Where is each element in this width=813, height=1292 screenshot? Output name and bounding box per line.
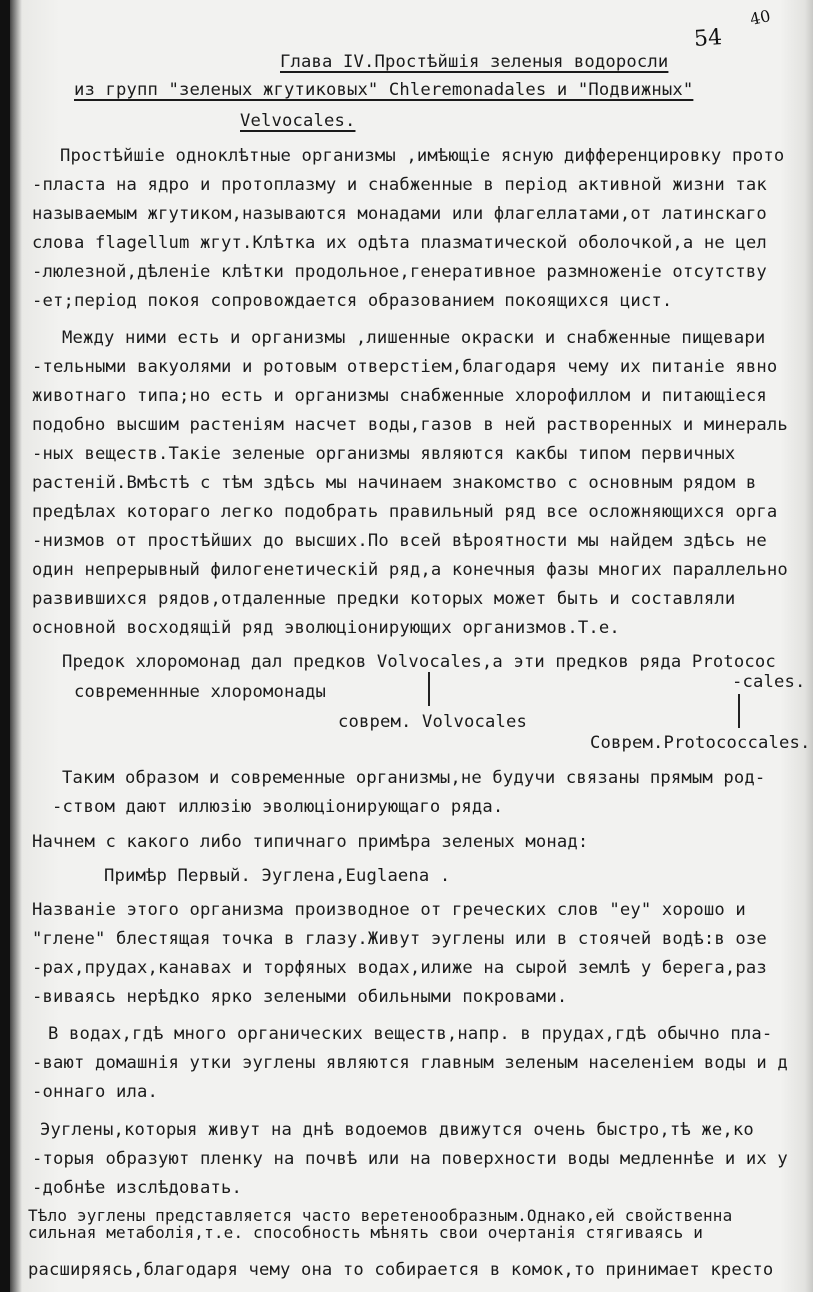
body-line: -торыя образуют пленку на почвѣ или на поверхности воды медленнѣе и их у <box>32 1149 788 1169</box>
body-line: "глене" блестящая точка в глазу.Живут эуглены или в стоячей водѣ:в озе <box>32 929 767 949</box>
page-number: 54 <box>693 25 723 52</box>
body-line: подобно высшим растеніям насчет воды,газов в ней растворенных и минераль <box>32 415 788 435</box>
body-line: слова flagellum жгут.Клѣтка их одѣта плазматической оболочкой,а не цел <box>32 233 767 253</box>
body-line: Тѣло эуглены представляется часто веретенообразным.Однако,ей свойственна <box>28 1206 733 1225</box>
scheme-row-4: Соврем.Protococcales. <box>590 733 811 753</box>
body-line: -ством дают иллюзію эволюціонирующаго ряда. <box>52 797 504 817</box>
body-line: сильная метаболія,т.е. способность мѣнять свои очертанія стягиваясь и <box>28 1223 704 1242</box>
body-line: основной восходящій ряд эволюціонирующих организмов.Т.е. <box>32 618 620 638</box>
scheme-row-3: соврем. Volvocales <box>338 712 527 732</box>
body-line: Начнем с какого либо типичнаго примѣра зеленых монад: <box>32 832 589 852</box>
body-line: -оннаго ила. <box>32 1082 158 1102</box>
body-line: -люлезной,дѣленіе клѣтки продольное,генеративное размноженіе отсутству <box>32 262 767 282</box>
scheme-row-1: Предок хлоромонад дал предков Volvocales,а эти предков ряда Protococ <box>62 652 776 672</box>
body-line: растеній.Вмѣстѣ с тѣм здѣсь мы начинаем знакомство с основным рядом в <box>32 473 757 493</box>
body-line: Простѣйшіе одноклѣтные организмы ,имѣющіе ясную дифференцировку прото <box>60 146 785 166</box>
body-line: -добнѣе изслѣдовать. <box>32 1178 242 1198</box>
body-line: называемым жгутиком,называются монадами или флагеллатами,от латинскаго <box>32 204 767 224</box>
body-line: -рах,прудах,канавах и торфяных водах,илиже на сырой землѣ у берега,раз <box>32 958 767 978</box>
body-line: Таким образом и современные организмы,не будучи связаны прямым род- <box>62 768 766 788</box>
body-line: В водах,гдѣ много органических веществ,напр. в прудах,гдѣ обычно пла- <box>48 1024 773 1044</box>
scheme-row-2: современнные хлоромонады <box>74 682 326 702</box>
body-line: -ных веществ.Такіе зеленые организмы являются какбы типом первичных <box>32 444 736 464</box>
chapter-title-line-3: Velvocales. <box>240 111 356 131</box>
scheme-connector-line <box>428 672 430 706</box>
example-heading: Примѣр Первый. Эуглена,Euglaena . <box>104 866 451 886</box>
scheme-connector-line <box>738 694 740 728</box>
body-line: предѣлах котораго легко подобрать правильный ряд все осложняющихся орга <box>32 502 778 522</box>
page-number-side: 40 <box>748 6 773 29</box>
body-line: развившихся рядов,отдаленные предки которых может быть и составляли <box>32 589 736 609</box>
scan-dark-edge <box>0 0 10 1292</box>
body-line: -виваясь нерѣдко ярко зелеными обильными покровами. <box>32 987 568 1007</box>
chapter-title-line-2: из групп "зеленых жгутиковых" Chleremonadales и "Подвижных" <box>74 80 694 100</box>
body-line: -ет;період покоя сопровождается образованием покоящихся цист. <box>32 291 673 311</box>
body-line: расширяясь,благодаря чему она то собирается в комок,то принимает кресто <box>28 1260 774 1280</box>
body-line: животнаго типа;но есть и организмы снабженные хлорофиллом и питающіеся <box>32 386 767 406</box>
body-line: один непрерывный филогенетическій ряд,а конечныя фазы многих параллельно <box>32 560 788 580</box>
scheme-row-1-continuation: -cales. <box>732 672 806 692</box>
body-line: Названіе этого организма производное от греческих слов "еу" хорошо и <box>32 900 746 920</box>
body-line: Эуглены,которыя живут на днѣ водоемов движутся очень быстро,тѣ же,ко <box>40 1120 754 1140</box>
body-line: -тельными вакуолями и ротовым отверстіем,благодаря чему их питаніе явно <box>32 357 778 377</box>
chapter-title-line-1: Глава IV.Простѣйшія зеленыя водоросли <box>280 52 669 72</box>
body-line: Между ними есть и организмы ,лишенные окраски и снабженные пищевари <box>62 328 766 348</box>
body-line: -пласта на ядро и протоплазму и снабженные в період активной жизни так <box>32 175 767 195</box>
body-line: -низмов от простѣйших до высших.По всей вѣроятности мы найдем здѣсь не <box>32 531 767 551</box>
body-line: -вают домашнія утки эуглены являются главным зеленым населеніем воды и д <box>32 1053 788 1073</box>
